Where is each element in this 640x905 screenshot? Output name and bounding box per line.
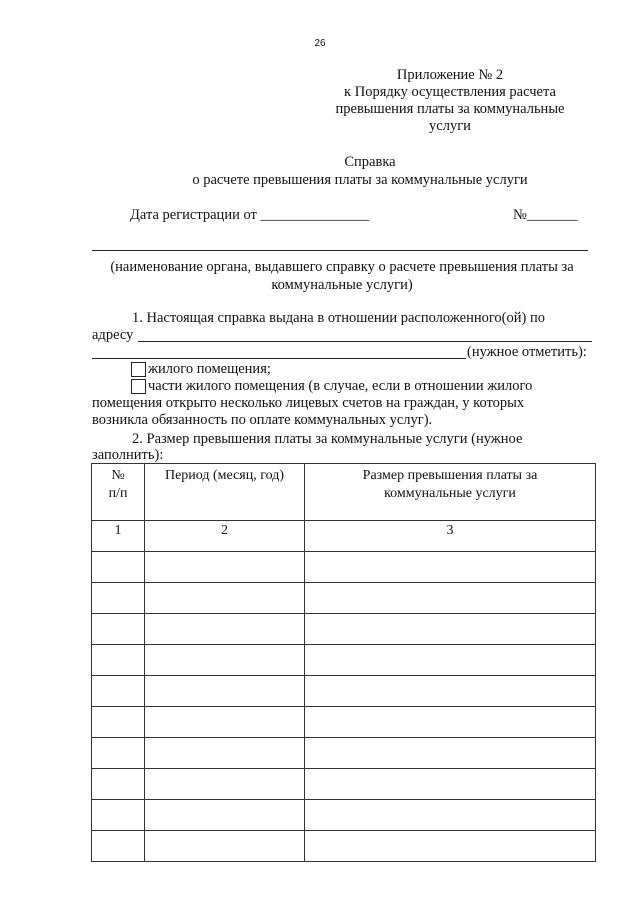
header-number-line2: п/п	[108, 486, 128, 501]
column-number-2: 2	[145, 521, 305, 552]
table-row	[92, 614, 596, 645]
appendix-header	[300, 67, 600, 135]
period-cell[interactable]	[145, 707, 305, 738]
header-amount-line1: Размер превышения платы за	[362, 468, 538, 483]
table-row	[92, 707, 596, 738]
address-label: адресу	[92, 327, 134, 343]
table-row	[92, 552, 596, 583]
period-cell[interactable]	[145, 645, 305, 676]
appendix-line-4: услуги	[429, 118, 471, 134]
number-cell[interactable]	[92, 583, 145, 614]
table-row	[92, 738, 596, 769]
issuer-name-line[interactable]	[92, 250, 588, 251]
number-cell[interactable]	[92, 552, 145, 583]
number-cell[interactable]	[92, 769, 145, 800]
table-body	[92, 552, 596, 862]
period-cell[interactable]	[145, 769, 305, 800]
period-cell[interactable]	[145, 831, 305, 862]
page-number: 26	[314, 38, 326, 49]
registration-date-label: Дата регистрации от _______________	[130, 207, 370, 223]
column-number-1: 1	[92, 521, 145, 552]
number-cell[interactable]	[92, 800, 145, 831]
part-premises-checkbox[interactable]	[131, 379, 146, 394]
option-part-line2: помещения открыто несколько лицевых счетов на граждан, у которых	[92, 395, 525, 411]
table-row	[92, 769, 596, 800]
document-subtitle: о расчете превышения платы за коммунальные услуги	[192, 172, 528, 188]
address-line[interactable]	[138, 341, 592, 342]
amount-cell[interactable]	[305, 583, 596, 614]
amount-cell[interactable]	[305, 738, 596, 769]
section1-line1: 1. Настоящая справка выдана в отношении расположенного(ой) по	[132, 310, 545, 326]
period-cell[interactable]	[145, 552, 305, 583]
amount-cell[interactable]	[305, 707, 596, 738]
header-amount	[305, 464, 596, 521]
option-part-line3: возникла обязанность по оплате коммунальных услуг).	[92, 412, 433, 428]
issuer-caption: (наименование органа, выдавшего справку о расчете превышения платы за коммунальные услуги)	[110, 259, 574, 293]
amount-cell[interactable]	[305, 614, 596, 645]
table-row	[92, 583, 596, 614]
period-cell[interactable]	[145, 676, 305, 707]
amount-cell[interactable]	[305, 552, 596, 583]
overpayment-table	[91, 463, 596, 862]
number-cell[interactable]	[92, 614, 145, 645]
amount-cell[interactable]	[305, 800, 596, 831]
number-cell[interactable]	[92, 738, 145, 769]
amount-cell[interactable]	[305, 769, 596, 800]
header-amount-line2: коммунальные услуги	[384, 486, 516, 501]
appendix-line-3: превышения платы за коммунальные	[335, 101, 565, 117]
header-number-line1: №	[111, 468, 125, 483]
table-row	[92, 831, 596, 862]
section2-line2: заполнить):	[92, 447, 164, 463]
table-row	[92, 676, 596, 707]
address-line-2[interactable]	[92, 358, 466, 359]
header-number	[92, 464, 145, 521]
amount-cell[interactable]	[305, 831, 596, 862]
number-cell[interactable]	[92, 676, 145, 707]
registration-number-label: №_______	[513, 207, 578, 223]
period-cell[interactable]	[145, 800, 305, 831]
number-cell[interactable]	[92, 831, 145, 862]
column-number-3: 3	[305, 521, 596, 552]
mark-hint: (нужное отметить):	[467, 344, 587, 360]
appendix-line-2: к Порядку осуществления расчета	[344, 84, 556, 100]
amount-cell[interactable]	[305, 645, 596, 676]
appendix-line-1: Приложение № 2	[396, 67, 504, 83]
period-cell[interactable]	[145, 738, 305, 769]
period-cell[interactable]	[145, 583, 305, 614]
option-living-premises: жилого помещения;	[148, 361, 271, 377]
document-title: Справка	[344, 154, 396, 170]
section2-line1: 2. Размер превышения платы за коммунальные услуги (нужное	[132, 431, 523, 447]
table-row	[92, 645, 596, 676]
period-cell[interactable]	[145, 614, 305, 645]
number-cell[interactable]	[92, 707, 145, 738]
table-row	[92, 800, 596, 831]
living-premises-checkbox[interactable]	[131, 362, 146, 377]
table-numbering-row	[92, 521, 596, 552]
option-part-line1: части жилого помещения (в случае, если в отношении жилого	[148, 378, 533, 394]
header-period: Период (месяц, год)	[145, 464, 305, 521]
number-cell[interactable]	[92, 645, 145, 676]
table-header-row	[92, 464, 596, 521]
amount-cell[interactable]	[305, 676, 596, 707]
